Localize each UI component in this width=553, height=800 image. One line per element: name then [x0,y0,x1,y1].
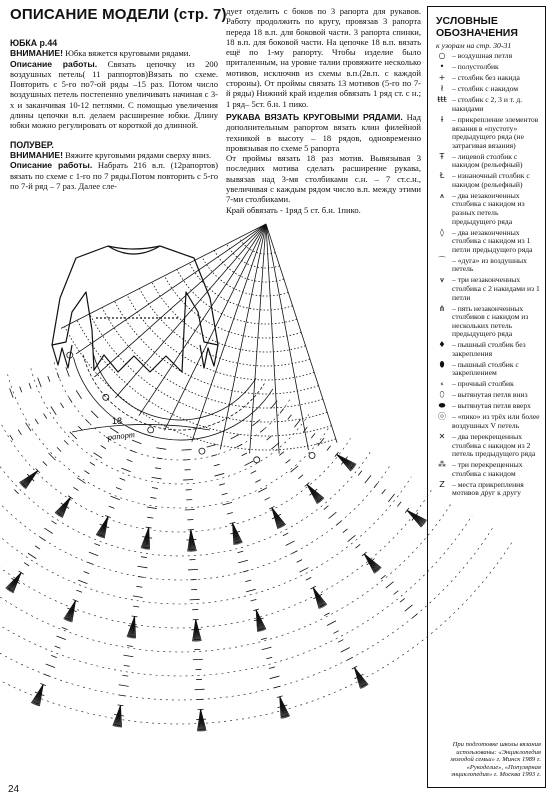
legend-item-text: – три незаконченных столбика с 2 накидами из 1 петли [452,275,540,302]
legend-item [432,341,541,358]
legend-symbol-icon: + [438,73,446,83]
legend-item [432,391,541,400]
sleeve-text-3: Край обвязать - 1ряд 5 ст. б.н. 1пико. [226,204,361,215]
legend-list [428,52,545,498]
legend-item [432,305,541,339]
legend-symbol-icon: Z [439,479,445,489]
diagram-count-label: 18 [112,416,123,426]
legend-symbol-icon: ⌒ [438,255,446,265]
skirt-heading: ЮБКА р.44 [10,38,58,48]
legend-item-text: – места прикрепления мотивов друг к другу [452,479,524,498]
legend-item-text: – пышный столбик без закрепления [452,340,526,358]
legend-item [432,402,541,411]
legend-item [432,229,541,255]
legend-symbol-icon: ⩛ [439,275,445,285]
legend-symbol-icon: ⁂ [438,460,446,470]
pullover-warning-label: ВНИМАНИЕ! [10,149,63,160]
legend-symbol-icon: ○ [438,51,446,61]
column-left [10,38,218,191]
legend-symbol-icon: ♦ [438,340,446,350]
skirt-work-text: Связать цепочку из 200 воздушных петель( 11 раппортов)Вязать по схеме. Повторить с 5-го по7-ой ряды –15 раз. Потом число воздушных петель постепенно увеличивать начиная с 3-х и заканчивая 10-12 петлями. С помощью увеличения длины цепочки в.п. делаем расширение юбки. Длину юбки можно регулировать от короткой до длинной. [10,58,218,131]
legend-symbol-icon: ✕ [438,431,446,441]
legend-title: УСЛОВНЫЕ ОБОЗНАЧЕНИЯ [436,15,518,39]
legend-item [432,63,541,72]
pullover-work-label: Описание работы. [10,160,93,171]
skirt-warning-text: Юбка вяжется круговыми рядами. [65,48,191,59]
legend-symbol-icon: ⩚ [439,190,445,200]
legend-symbol-icon: • [439,62,445,72]
skirt-work-label: Описание работы. [10,58,98,69]
legend-item-text: – воздушная петля [452,51,513,61]
legend-item [432,257,541,274]
legend-item-text: – столбик с 2, 3 и т. д. накидами [452,95,523,113]
legend-item-text: – вытянутая петля вверх [452,401,531,411]
legend-item-text: – изнаночный столбик с накидом (рельефный) [452,171,530,189]
skirt-warning-label: ВНИМАНИЕ! [10,48,63,59]
diagram-rapport-label: рапорт [107,429,136,442]
legend-item-text: – столбик без накида [452,73,520,83]
legend-item [432,192,541,226]
legend-item-text: – три перекрещенных столбика с накидом [452,460,523,478]
legend-item-text: – полустолбик [452,62,499,72]
legend-symbol-icon: ⓞ [438,412,446,422]
legend-item [432,413,541,430]
sleeve-text-2: От проймы вязать 18 раз мотив. Вывязывая 3 последних мотива сделать расширение рукава, вывязав над 3-мя столбиками с.н. – 7 ст.с.н., увеличивая с каждым рядом число в.п. между этими 7-ми столбиками. [226,153,421,205]
legend-item [432,461,541,478]
legend-symbol-icon: Ŧ [439,151,445,161]
legend-item-text: – лицевой столбик с накидом (рельефный) [452,151,523,170]
legend-item-text: – два незаконченных столбика с накидом из разных петель предыдущего ряда [452,190,525,226]
legend-symbol-icon: ⋔ [438,303,446,313]
legend-item [432,433,541,459]
legend-item [432,74,541,83]
legend-item [432,172,541,189]
sleeve-heading: РУКАВА ВЯЗАТЬ КРУГОВЫМИ РЯДАМИ. [226,111,403,122]
legend-symbol-icon: Ł [439,171,445,181]
legend-item-text: – пышный столбик с закреплением [452,359,519,378]
legend-symbol-icon: ŧŧŧ [437,95,447,105]
legend-symbol-icon: ⸗ [440,379,444,389]
legend-item-text: – прикрепление элементов вязания в «пустоту» предыдущего ряда (не затрагивая вязания) [452,114,539,150]
pullover-warning-text: Вяжите круговыми рядами сверху вниз. [65,149,212,160]
legend-item [432,380,541,389]
legend-item [432,153,541,170]
legend-item-text: – два незаконченных столбика с накидом из 1 петли предыдущего ряда [452,227,533,254]
pullover-continuation-text: дует отделить с боков по 3 рапорта для рукавов. Работу продолжить по кругу, провязав 3 рапорта переда 18 в.п. для боковой части. 3 рапорта спинки, 18 в.п. для боковой части. На цепочке 18 в.п. вязать ещё по 1-му рапорту. Чтобы изделие было приталенным, на уровне талии провяжите несколько мотивов, исключив из схемы в.п.(2в.п. с каждой стороны). От проймы связать 13 мотивов (5-го по 7-й ряды) Нижний край изделия обвязать 1 ряд ст. с н.; 1 ряд– 5ст. б.н. 1 пико. [226,6,421,109]
legend-symbol-icon: ⬮ [439,359,445,369]
legend-item-text: – «дуга» из воздушных петель [452,255,527,274]
pullover-heading: ПОЛУВЕР. [10,139,54,150]
legend-item-text: – вытянутая петля вниз [452,390,528,400]
legend-item-text: – столбик с накидом [452,84,519,94]
legend-item [432,481,541,498]
legend-symbol-icon: ◊ [440,227,444,237]
legend-footnote: При подготовке школы вязания использованы: «Энциклопедия молодой семьи» г. Минск 1989 г. «Рукоделие», «Популярная энциклопедия» г. Москва 1993 г. [450,741,541,779]
legend-symbol-icon: ł [440,84,444,94]
sleeve-text: Над дополнительным рапортом вязать клин филейной техникой в высоту – 18 рядов, одновременно провязывая по схеме 5 рапорта [226,111,421,153]
column-middle [226,6,421,215]
legend-box [427,6,546,788]
legend-item [432,276,541,302]
legend-symbol-icon: ⬬ [438,401,446,411]
legend-item [432,116,541,150]
legend-item [432,85,541,94]
legend-item-text: – прочный столбик [452,379,514,389]
legend-item [432,52,541,61]
page-title: ОПИСАНИЕ МОДЕЛИ (стр. 7) [10,6,227,23]
legend-item [432,361,541,378]
legend-symbol-icon: Ɨ [440,114,444,124]
legend-item-text: – два перекрещенных столбика с накидом из 2 петель предыдущего ряда [452,431,536,459]
legend-subtitle: к узорам на стр. 30-31 [436,41,512,50]
legend-item-text: – «пико» из трёх или более воздушных V петель [452,412,540,430]
legend-item [432,96,541,113]
legend-item-text: – пять незаконченных столбиков с накидом из нескольких петель предыдущего ряда [452,303,529,339]
pullover-work-text: Набрать 216 в.п. (12рапортов) вязать по схеме с 1-го по 7 ряды.Потом повторить с 5-го по 7-й ряд – 7 раз. Далее сле- [10,160,218,191]
page-number: 24 [8,784,20,795]
legend-symbol-icon: ⬯ [439,390,445,400]
